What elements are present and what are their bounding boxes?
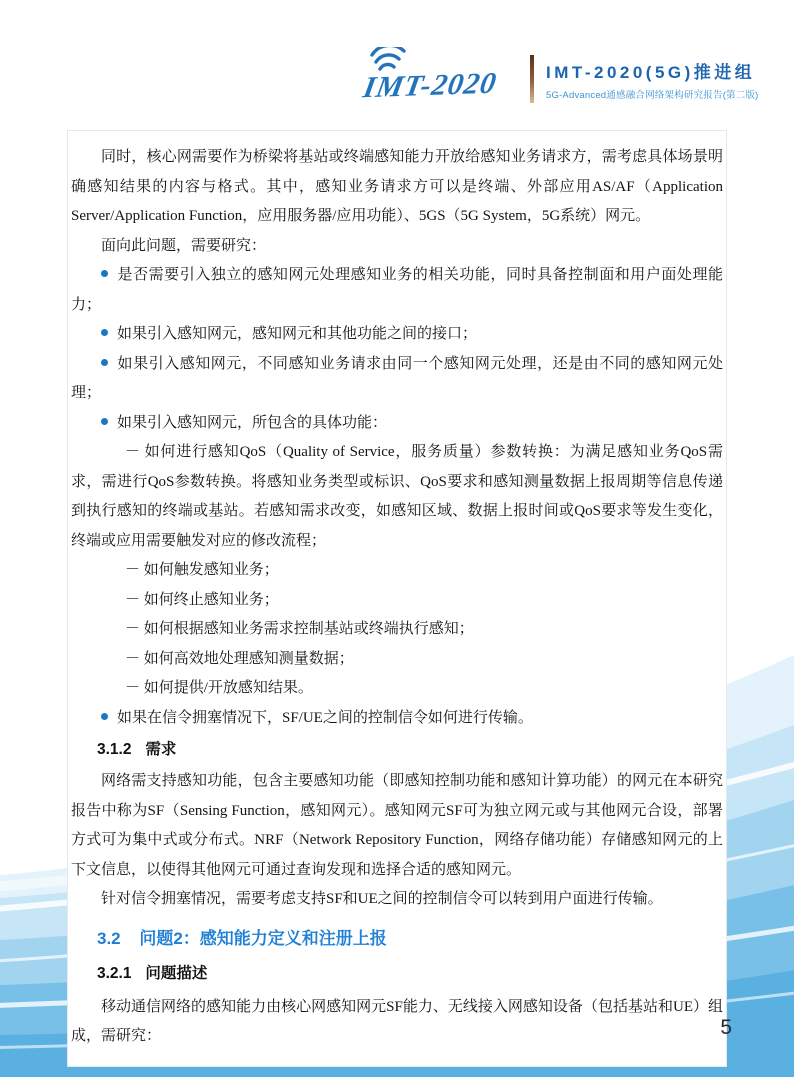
bullet-text: 如果引入感知网元，不同感知业务请求由同一个感知网元处理，还是由不同的感知网元处理； — [71, 355, 723, 401]
content-sheet — [67, 130, 727, 1067]
bullet-dot-icon — [101, 329, 108, 336]
heading-number: 3.2.1 — [97, 964, 132, 982]
paragraph-signalling-congestion: 针对信令拥塞情况，需要考虑支持SF和UE之间的控制信令可以转到用户面进行传输。 — [101, 891, 663, 907]
paragraph-sensing-capability: 移动通信网络的感知能力由核心网感知网元SF能力、无线接入网感知设备（包括基站和UE）组成，需研究： — [71, 998, 723, 1044]
paragraph-research-intro: 面向此问题，需要研究： — [101, 237, 267, 254]
bullet-dot-icon — [101, 418, 108, 425]
bullet-item — [71, 409, 723, 439]
bullet-text: 是否需要引入独立的感知网元处理感知业务的相关功能，同时具备控制面和用户面处理能力； — [71, 267, 723, 313]
heading-3-2-1 — [97, 963, 723, 985]
header-divider — [530, 55, 534, 103]
bullet-text: 如果引入感知网元，所包含的具体功能： — [117, 414, 388, 431]
dash-item: － 如何提供/开放感知结果。 — [125, 680, 313, 696]
bullet-text: 如果在信令拥塞情况下，SF/UE之间的控制信令如何进行传输。 — [117, 709, 533, 726]
imt-2020-logo — [360, 47, 528, 111]
dash-item: － 如何终止感知业务； — [125, 591, 279, 608]
bullet-item — [71, 261, 723, 320]
org-title: IMT-2020(5G)推进组 — [546, 62, 756, 82]
bullet-item — [71, 350, 723, 409]
bullet-text: 如果引入感知网元，感知网元和其他功能之间的接口； — [117, 326, 478, 342]
dash-item: － 如何触发感知业务； — [125, 562, 279, 578]
heading-number: 3.1.2 — [97, 741, 132, 758]
dash-item: － 如何高效地处理感知测量数据； — [125, 650, 354, 667]
bullet-dot-icon — [101, 270, 108, 277]
heading-3-1-2 — [97, 739, 723, 761]
logo-wordmark: IMT-2020 — [360, 66, 500, 105]
dash-item-qos: － 如何进行感知QoS（Quality of Service，服务质量）参数转换：为满足感知业务QoS需求，需进行QoS参数转换。将感知业务类型或标识、QoS要求和感知测量数据上报周期等信息传递到执行感知的终端或基站。若感知需求改变，如感知区域、数据上报时间或QoS要求等发生变化，终端或应用需要触发对应的修改流程； — [71, 444, 723, 549]
heading-number: 3.2 — [97, 928, 121, 948]
bullet-item — [71, 320, 723, 350]
paragraph-sf-definition: 网络需支持感知功能，包含主要感知功能（即感知控制功能和感知计算功能）的网元在本研究报告中称为SF（Sensing Function，感知网元）。感知网元SF可为独立网元或与其他网元合设，部署方式可为集中式或分布式。NRF（Network Repository Function，网络存储功能）存储感知网元的上下文信息，以使得其他网元可通过查询发现和选择合适的感知网元。 — [71, 773, 723, 878]
paragraph-core-network-bridge: 同时，核心网需要作为桥梁将基站或终端感知能力开放给感知业务请求方，需考虑具体场景明确感知结果的内容与格式。其中，感知业务请求方可以是终端、外部应用AS/AF（Application Server/Application Function，应用服务器/应用功能）、5GS（5G System，5G系统）网元。 — [71, 149, 723, 224]
bullet-dot-icon — [101, 713, 108, 720]
dash-item: － 如何根据感知业务需求控制基站或终端执行感知； — [125, 621, 474, 637]
header-text-block — [546, 58, 759, 101]
report-subtitle: 5G-Advanced通感融合网络架构研究报告(第二版) — [546, 89, 759, 101]
page-header — [360, 44, 780, 114]
bullet-dot-icon — [101, 359, 108, 366]
heading-title: 需求 — [145, 741, 177, 758]
page-number: 5 — [720, 1016, 732, 1039]
heading-title: 问题描述 — [145, 964, 208, 982]
heading-title: 问题2：感知能力定义和注册上报 — [139, 928, 387, 948]
heading-3-2 — [97, 927, 723, 951]
bullet-item-signalling — [71, 704, 723, 734]
